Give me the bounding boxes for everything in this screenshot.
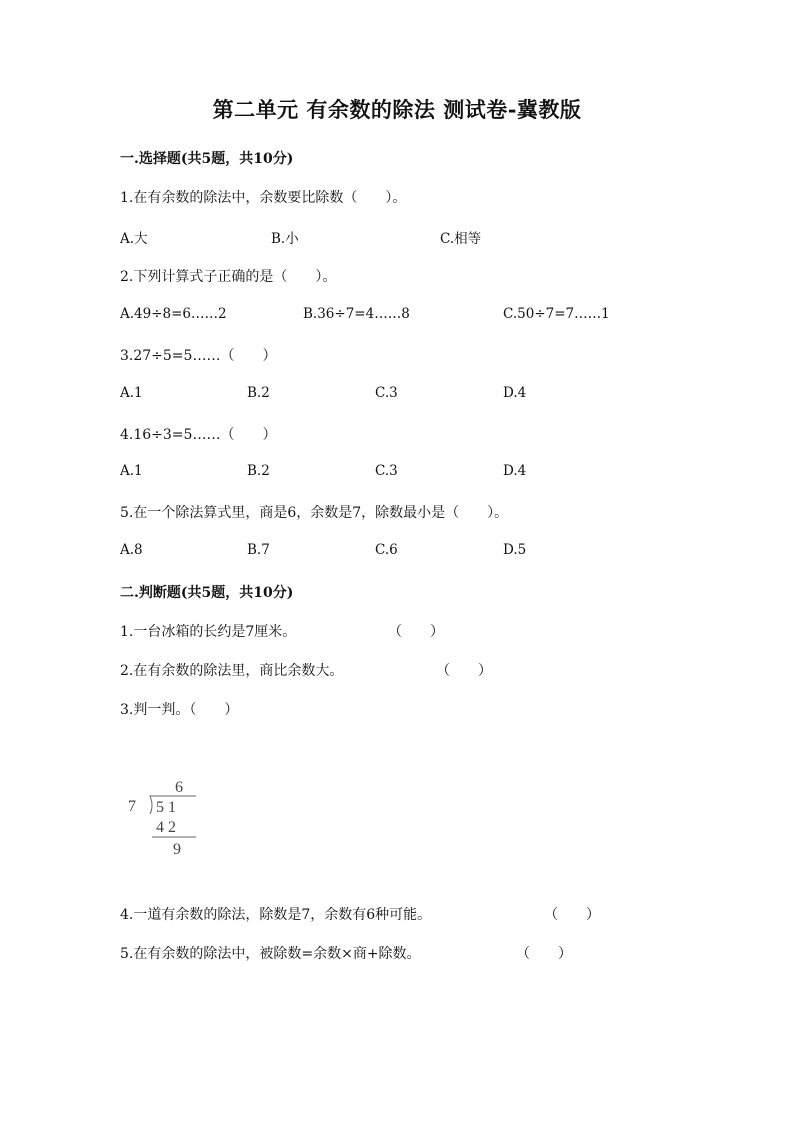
q2-option-a: A.49÷8=6……2 — [120, 306, 227, 322]
section-heading-judge: 二.判断题(共5题，共10分) — [120, 585, 294, 601]
judge-1: 1.一台冰箱的长约是7厘米。 — [120, 624, 297, 640]
long-division-figure — [120, 772, 210, 862]
judge-2-blank: （ ） — [436, 663, 492, 679]
division-quotient: 6 — [175, 779, 183, 796]
judge-3: 3.判一判。（ ） — [120, 702, 239, 718]
q4-option-c: C.3 — [375, 463, 398, 479]
q1-option-c: C.相等 — [440, 231, 482, 247]
division-dividend: 5 1 — [156, 799, 176, 816]
judge-4: 4.一道有余数的除法，除数是7，余数有6种可能。 — [120, 907, 432, 923]
judge-5: 5.在有余数的除法中，被除数=余数×商+除数。 — [120, 946, 421, 962]
q4-option-a: A.1 — [120, 463, 143, 479]
judge-1-blank: （ ） — [388, 624, 444, 640]
q5-option-b: B.7 — [247, 542, 270, 558]
q5-option-d: D.5 — [503, 542, 527, 558]
q3-option-c: C.3 — [375, 385, 398, 401]
division-product: 4 2 — [156, 819, 176, 836]
judge-5-blank: （ ） — [516, 946, 572, 962]
q5-option-a: A.8 — [120, 542, 143, 558]
division-remainder: 9 — [173, 841, 181, 858]
q5-option-c: C.6 — [375, 542, 398, 558]
question-1: 1.在有余数的除法中，余数要比除数（ ）。 — [120, 190, 407, 206]
question-3: 3.27÷5=5……（ ） — [120, 348, 277, 364]
section-heading-choice: 一.选择题(共5题，共10分) — [120, 151, 294, 167]
q2-option-c: C.50÷7=7……1 — [503, 306, 610, 322]
question-2: 2.下列计算式子正确的是（ ）。 — [120, 269, 337, 285]
judge-2: 2.在有余数的除法里，商比余数大。 — [120, 663, 344, 679]
q3-option-a: A.1 — [120, 385, 143, 401]
q1-option-a: A.大 — [120, 231, 148, 247]
page-title: 第二单元 有余数的除法 测试卷-冀教版 — [212, 97, 582, 122]
judge-4-blank: （ ） — [544, 907, 600, 923]
question-4: 4.16÷3=5……（ ） — [120, 427, 277, 443]
division-divisor: 7 — [128, 798, 136, 815]
q3-option-b: B.2 — [247, 385, 270, 401]
q2-option-b: B.36÷7=4……8 — [303, 306, 410, 322]
q4-option-d: D.4 — [503, 463, 527, 479]
q1-option-b: B.小 — [271, 231, 299, 247]
q4-option-b: B.2 — [247, 463, 270, 479]
q3-option-d: D.4 — [503, 385, 527, 401]
question-5: 5.在一个除法算式里，商是6，余数是7，除数最小是（ ）。 — [120, 505, 509, 521]
